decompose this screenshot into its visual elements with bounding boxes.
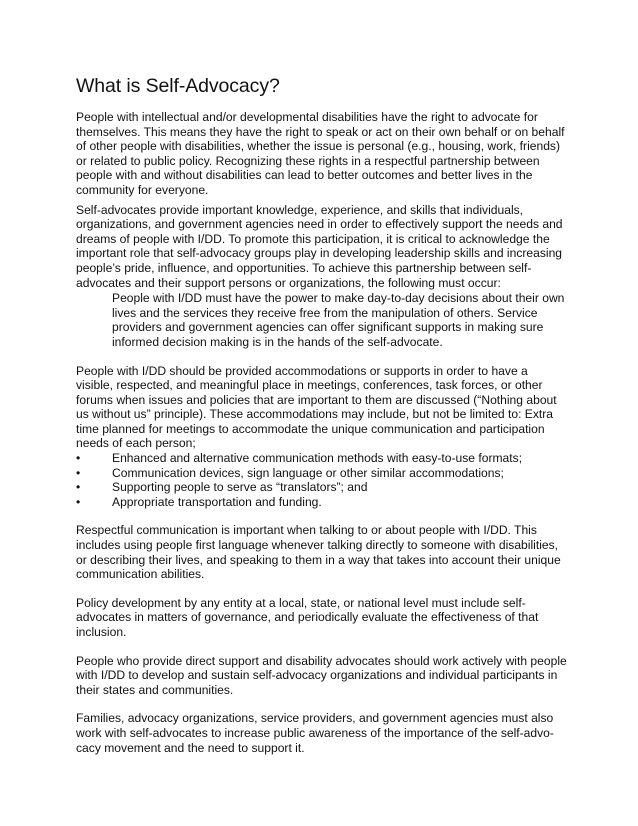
paragraph-rights: People with intellectual and/or developmental disabilities have the right to advocate for themselves. This means they have the right to speak or act on their own behalf or on behalf of other people with disabilities, whether the issue is personal (e.g., housing, work, friends) or related to public policy. Recognizing these rights in a respectful partnership between people with and without disabilities can lead to better outcomes and better lives in the community for everyone. — [76, 110, 565, 197]
list-item — [76, 466, 568, 481]
paragraph-decision-making: People with I/DD must have the power to make day-to-day decisions about their own lives and the services they receive free from the manipulation of others. Service providers and government agencies can offer significant supports in making sure informed decision making is in the hands of the self-advocate. — [112, 291, 565, 349]
page-title: What is Self-Advocacy? — [76, 75, 280, 97]
paragraph-public-awareness: Families, advocacy organizations, service providers, and government agencies must also work with self-advocates to increase public awareness of the importance of the self-advo-cacy movement and the need to support it. — [76, 711, 554, 755]
paragraph-accommodations: People with I/DD should be provided accommodations or supports in order to have a visible, respected, and meaningful place in meetings, conferences, task forces, or other forums when issues and policies that are important to them are discussed (“Nothing about us without us” principle). These accommodations may include, but not be limited to: Extra time planned for meetings to accommodate the unique communication and participation needs of each person; — [76, 363, 557, 451]
list-item-text: Supporting people to serve as “translators”; and — [112, 480, 368, 495]
list-item — [76, 495, 568, 510]
list-item-text: Enhanced and alternative communication methods with easy-to-use formats; — [112, 451, 523, 466]
paragraph-policy-development: Policy development by any entity at a local, state, or national level must include self-advocates in matters of governance, and periodically evaluate the effectiveness of that inclusion. — [76, 595, 539, 639]
paragraph-direct-support: People who provide direct support and disability advocates should work actively with people with I/DD to develop and sustain self-advocacy organizations and individual participants in their states and communities. — [76, 653, 567, 697]
paragraph-self-advocates: Self-advocates provide important knowledge, experience, and skills that individuals, organizations, and government agencies need in order to effectively support the needs and dreams of people with I/DD. To promote this participation, it is critical to acknowledge the important role that self-advocacy groups play in developing leadership skills and increasing people’s pride, influence, and opportunities. To achieve this partnership between self-advocates and their support persons or organizations, the following must occur: — [76, 202, 563, 290]
bullet-icon: • — [76, 451, 81, 466]
list-item-text: Communication devices, sign language or other similar accommodations; — [112, 465, 504, 480]
paragraph-respectful-communication: Respectful communication is important when talking to or about people with I/DD. This includes using people first language whenever talking directly to someone with disabilities, or describing their lives, and speaking to them in a way that takes into account their unique communication abilities. — [76, 523, 561, 582]
list-item — [76, 451, 568, 466]
bullet-icon: • — [76, 494, 81, 509]
document-page — [76, 74, 568, 755]
bullet-icon: • — [76, 480, 81, 495]
bullet-icon: • — [76, 465, 81, 480]
list-item-text: Appropriate transportation and funding. — [112, 494, 322, 509]
list-item — [76, 480, 568, 495]
accommodations-list — [76, 451, 568, 509]
